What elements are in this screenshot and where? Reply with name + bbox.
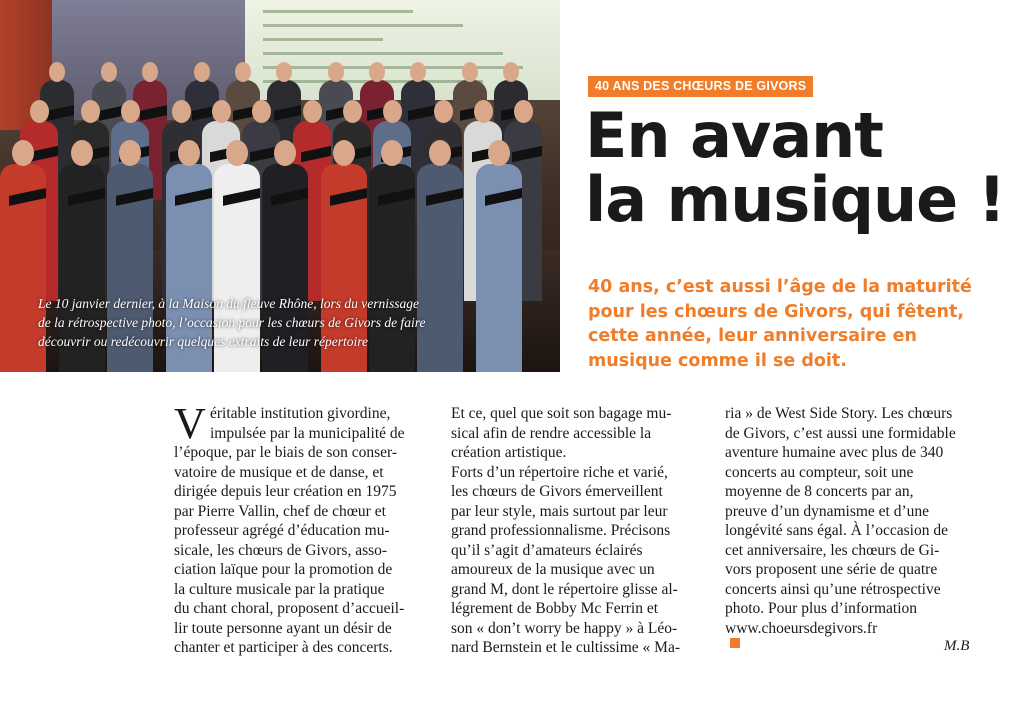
body-line <box>725 619 977 649</box>
body-line: lir toute personne ayant un désir de <box>174 619 392 637</box>
body-line: chanter et participer à des concerts. <box>174 639 393 656</box>
body-line: ciation laïque pour la promotion de <box>174 561 393 578</box>
body-line: concerts au compteur, soit une <box>725 463 914 481</box>
lede-line: pour les chœurs de Givors, qui fêtent, <box>588 301 965 322</box>
body-line: vors proposent une série de quatre <box>725 561 938 578</box>
section-kicker: 40 ANS DES CHŒURS DE GIVORS <box>588 76 813 97</box>
body-line: photo. Pour plus d’information <box>725 600 918 617</box>
choir-photo <box>0 0 560 372</box>
body-line: longévité sans égal. À l’occasion de <box>725 522 948 539</box>
article-column-3 <box>725 404 977 648</box>
body-line: par leur style, mais surtout par leur <box>451 502 668 520</box>
article-lede <box>588 275 988 373</box>
body-line: Forts d’un répertoire riche et varié, <box>451 463 668 481</box>
body-line: la culture musicale par la pratique <box>174 580 385 598</box>
body-line: dirigée depuis leur création en 1975 <box>174 483 397 500</box>
caption-line: de la rétrospective photo, l’occasion pour les chœurs de Givors de faire <box>38 315 426 330</box>
body-line: par Pierre Vallin, chef de chœur et <box>174 502 386 520</box>
title-line: la musique ! <box>585 163 1006 236</box>
author-signature: M.B <box>944 638 970 654</box>
body-line: son « don’t worry be happy » à Léo- <box>451 619 678 637</box>
end-of-article-mark <box>730 638 740 648</box>
body-line: professeur agrégé d’éducation mu- <box>174 522 390 539</box>
photo-caption <box>38 294 478 351</box>
website-link: www.choeursdegivors.fr <box>725 619 878 637</box>
body-line: grand professionnalisme. Précisons <box>451 522 671 539</box>
body-line: de Givors, c’est aussi une formidable <box>725 424 956 442</box>
title-line: En avant <box>585 99 883 172</box>
body-line: cet anniversaire, les chœurs de Gi- <box>725 541 940 559</box>
body-line: concerts ainsi qu’une rétrospective <box>725 580 941 598</box>
body-line: éritable institution givordine, <box>210 405 391 422</box>
body-line: sical afin de rendre accessible la <box>451 424 652 442</box>
body-line: l’époque, par le biais de son conser- <box>174 444 398 461</box>
article-column-1 <box>174 399 430 658</box>
body-line: qu’il s’agit d’amateurs éclairés <box>451 541 643 559</box>
article-column-2 <box>451 404 703 658</box>
caption-line: Le 10 janvier dernier, à la Maison du fleuve Rhône, lors du vernissage <box>38 296 419 311</box>
body-line: les chœurs de Givors émerveillent <box>451 483 663 500</box>
body-line: aventure humaine avec plus de 340 <box>725 444 944 461</box>
drop-cap: V <box>174 399 206 448</box>
lede-line: musique comme il se doit. <box>588 350 847 371</box>
body-line: Et ce, quel que soit son bagage mu- <box>451 405 672 422</box>
body-line: impulsée par la municipalité de <box>210 424 405 442</box>
body-line: du chant choral, proposent d’accueil- <box>174 600 405 617</box>
body-line: amoureux de la musique avec un <box>451 561 655 578</box>
body-line: preuve d’un dynamisme et d’une <box>725 502 930 520</box>
body-line: vatoire de musique et de danse, et <box>174 463 384 481</box>
body-line: moyenne de 8 concerts par an, <box>725 483 914 500</box>
body-line: sicale, les chœurs de Givors, asso- <box>174 541 388 559</box>
body-line: création artistique. <box>451 444 567 461</box>
caption-line: découvrir ou redécouvrir quelques extraits de leur répertoire <box>38 334 369 349</box>
body-line: grand M, dont le répertoire glisse al- <box>451 580 678 598</box>
lede-line: 40 ans, c’est aussi l’âge de la maturité <box>588 277 972 297</box>
body-line: ria » de West Side Story. Les chœurs <box>725 405 953 422</box>
article-title <box>585 99 1006 236</box>
body-line: légrement de Bobby Mc Ferrin et <box>451 600 659 617</box>
lede-line: cette année, leur anniversaire en <box>588 326 917 346</box>
body-line: nard Bernstein et le cultissime « Ma- <box>451 639 680 656</box>
